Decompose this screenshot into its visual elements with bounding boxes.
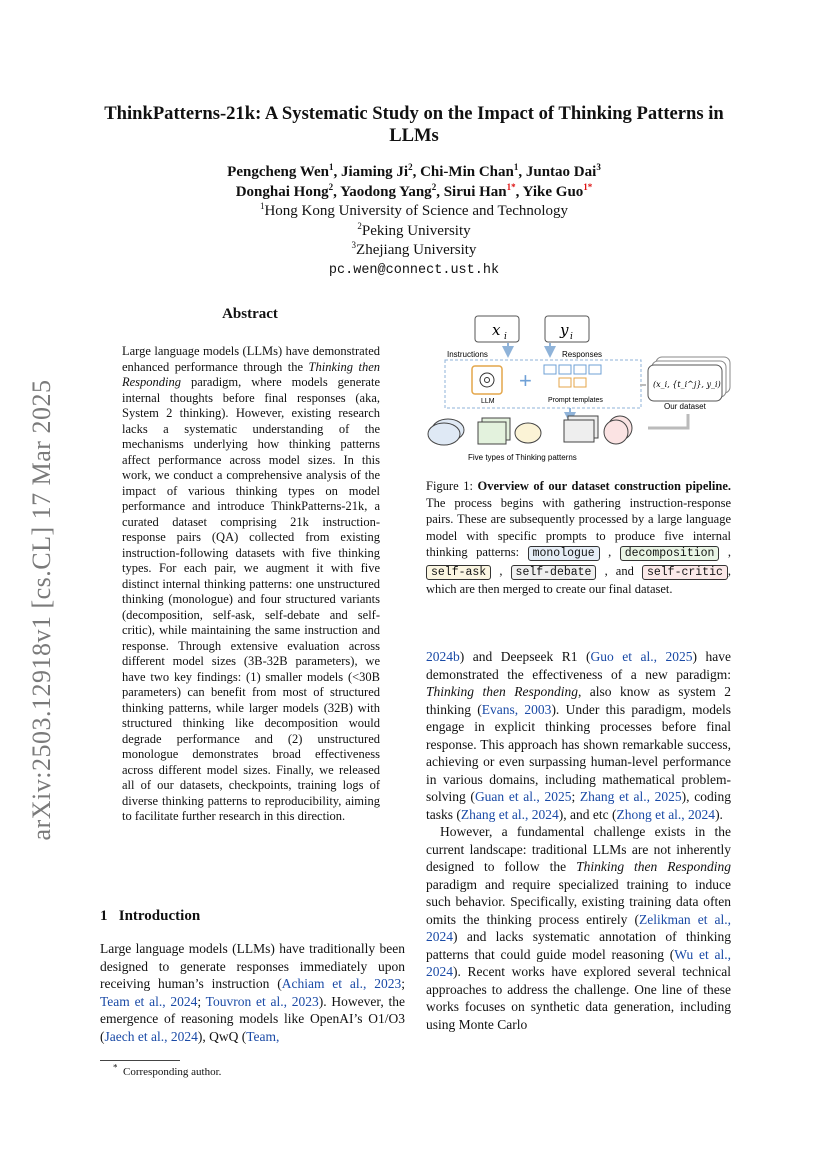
llm-label: LLM — [481, 398, 495, 405]
body-text: ) and lacks systematic annotation of thinking patterns that could guide model reasoning ( — [426, 929, 731, 962]
llm-icon — [472, 366, 502, 394]
caption-text: and — [615, 563, 634, 578]
author-name: Chi-Min Chan — [420, 164, 514, 180]
affil-mark: 3 — [351, 240, 357, 250]
citation-link[interactable]: Zhang et al., 2024 — [460, 806, 559, 822]
affil-mark: 1 — [513, 162, 519, 172]
caption-bold: Overview of our dataset construction pipeline. — [477, 479, 731, 493]
body-paragraph — [426, 823, 731, 1033]
citation-link[interactable]: 2024b — [426, 649, 460, 664]
contact-email[interactable]: pc.wen@connect.ust.hk — [328, 262, 500, 278]
intro-text: ; — [401, 976, 405, 991]
figure-caption: Figure 1: Overview of our dataset construction pipeline. The process begins with gathering instruction-response pairs. These are subsequently processed by a large language model with specific prompts to produce five internal thinking patterns: monologue , decomposition , self-ask , self-debate , and self-critic , which are then merged to create our final dataset. — [426, 479, 732, 596]
affil-mark: 1* — [583, 182, 593, 192]
citation-link[interactable]: Guo et al., 2025 — [590, 649, 693, 664]
affil-mark: 3 — [596, 162, 601, 172]
arxiv-side-label: arXiv:2503.12918v1 [cs.CL] 17 Mar 2025 — [27, 379, 56, 841]
section-heading — [100, 908, 200, 925]
plus-icon: + — [519, 368, 532, 393]
affil-mark: 2 — [328, 182, 334, 192]
author-name: Juntao Dai — [525, 164, 597, 180]
citation-link[interactable]: Guan et al., 2025 — [474, 789, 572, 804]
section-number: 1 — [100, 908, 108, 924]
five-types-label: Five types of Thinking patterns — [468, 453, 577, 462]
x-sub: i — [504, 332, 507, 342]
footnote — [113, 1062, 222, 1078]
affil-mark: 2 — [408, 162, 413, 172]
footnote-mark: * — [113, 1062, 118, 1073]
abstract-text: Large language models (LLMs) have demonstrated enhanced performance through the — [122, 344, 380, 374]
pattern-tag: self-ask — [426, 565, 491, 580]
citation-link[interactable]: Jaech et al., 2024 — [104, 1028, 198, 1044]
pattern-selfask-icon — [515, 423, 541, 443]
body-emphasis: Thinking then Responding — [576, 859, 731, 874]
prompt-templates-label: Prompt templates — [548, 397, 603, 404]
affiliations — [100, 202, 728, 280]
affiliation: Hong Kong University of Science and Technology — [264, 203, 569, 219]
paper-title: ThinkPatterns-21k: A Systematic Study on the Impact of Thinking Patterns in LLMs — [104, 103, 724, 146]
body-text: paradigm and require specialized training to induce such behavior. Specifically, existing training data often omits the thinking process entirely ( — [426, 876, 731, 927]
author-name: Pengcheng Wen — [227, 164, 329, 180]
intro-text: ). However, the emergence of reasoning models like OpenAI’s O1/O3 ( — [100, 993, 405, 1044]
pattern-monologue-icon — [428, 419, 464, 445]
abstract-text: paradigm, where models generate internal thoughts before final responses (aka, System 2 thinking). However, existing research lacks a systematic understanding of the mechanisms underlying how thinking patterns affect performance across model sizes. In this work, we conduct a comprehensive analysis of the impact of various thinking types on model performance and introduce ThinkPatterns-21k, a curated dataset comprising 21k instruction-response pairs (QA) collected from existing instruction-following datasets with five thinking types. For each pair, we augment it with five distinct internal thinking patterns: one unstructured thinking (monologue) and four structured variants (decomposition, self-ask, self-debate and self-critic), while maintaining the same instruction and response. Through extensive evaluation across different model sizes (3B-32B parameters), we have two key findings: (1) smaller models (<30B parameters) can benefit from most of structured thinking patterns, while larger models (32B) with structured thinking like decomposition would degrade performance and (2) unstructured monologue demonstrates broad effectiveness across different model sizes. Finally, we released all of our datasets, checkpoints, training logs of diverse thinking patterns to reproducibility, aiming to facilitate further research in this direction. — [122, 375, 380, 823]
template-icons — [544, 365, 601, 387]
body-text: ), and etc ( — [558, 806, 617, 822]
intro-text: ; — [197, 993, 206, 1009]
citation-link[interactable]: Zhong et al., 2024 — [616, 806, 716, 822]
pipeline-figure — [420, 302, 740, 472]
right-column — [426, 648, 731, 1033]
pattern-decomposition-icon — [478, 418, 510, 444]
body-text: ) have demonstrated the effectiveness of a new paradigm: — [426, 649, 731, 682]
citation-link[interactable]: Zhang et al., 2025 — [579, 789, 682, 804]
caption-text: , which are then merged to create our final dataset. — [426, 563, 732, 596]
body-emphasis: Thinking then Responding — [426, 684, 578, 699]
pattern-tag: monologue — [528, 546, 600, 561]
affil-mark: 1 — [259, 201, 265, 211]
dataset-formula: (x_i, {t_i^j}, y_i) — [653, 380, 721, 389]
body-text: ; — [571, 789, 580, 804]
affil-mark: 1 — [329, 162, 334, 172]
pattern-tag: self-critic — [642, 565, 728, 580]
author-name: Sirui Han — [443, 184, 507, 200]
intro-text: Large language models (LLMs) have traditionally been designed to generate responses immediately upon receiving human’s instruction ( — [100, 941, 405, 991]
author-name: Jiaming Ji — [341, 164, 409, 180]
intro-paragraph — [100, 940, 405, 1045]
author-name: Yike Guo — [522, 184, 584, 200]
footnote-rule — [100, 1060, 180, 1061]
our-dataset-label: Our dataset — [664, 402, 706, 411]
author-name: Yaodong Yang — [340, 184, 432, 200]
body-text: However, a fundamental challenge exists in the current landscape: traditional LLMs are not inherently designed to follow the — [426, 824, 731, 874]
pattern-selfcritic-icon — [604, 416, 632, 444]
citation-link[interactable]: Team et al., 2024 — [100, 993, 198, 1009]
body-text: ). — [715, 806, 723, 822]
abstract-heading: Abstract — [222, 306, 278, 322]
pattern-tag: self-debate — [511, 565, 597, 580]
caption-text: The process begins with gathering instruction-response pairs. These are subsequently processed by a large language model with specific prompts to produce five internal thinking patterns: — [426, 495, 731, 559]
author-list: Pengcheng Wen$^1$, Jiaming Ji$^2$, Chi-Min Chan$^1$, Juntao Dai$^3$ Donghai Hong$^2$, Yaodong Yang$^2$, Sirui Han$^{1*}$, Yike Guo$^{1*}$ — [227, 162, 601, 200]
abstract-body — [122, 344, 380, 825]
body-text: ), coding tasks ( — [426, 789, 731, 822]
x-label: x — [492, 321, 501, 339]
pattern-selfdebate-icon — [564, 416, 598, 442]
citation-link[interactable]: Achiam et al., 2023 — [281, 976, 402, 991]
footnote-text: Corresponding author. — [123, 1066, 222, 1078]
abstract-emphasis: Thinking then Responding — [122, 359, 380, 389]
section-title: Introduction — [118, 908, 201, 924]
responses-label: Responses — [562, 350, 603, 359]
instruction-box — [475, 316, 519, 342]
author-name: Donghai Hong — [235, 184, 329, 200]
affiliation: Peking University — [361, 222, 471, 239]
body-text: ) and Deepseek R1 ( — [459, 649, 591, 664]
citation-link[interactable]: Evans, 2003 — [481, 701, 552, 717]
pattern-tag: decomposition — [620, 546, 720, 561]
citation-link[interactable]: Touvron et al., 2023 — [205, 993, 319, 1009]
body-text: ). Under this paradigm, models engage in explicit thinking processes before final response. This approach has shown remarkable success, achieving or even surpassing human-level performance in various domains, including mathematical problem-solving ( — [426, 701, 732, 804]
y-label: y — [560, 321, 569, 339]
intro-text: ), QwQ ( — [197, 1028, 247, 1044]
dataset-icon — [648, 357, 730, 401]
body-text: , also know as system 2 thinking ( — [426, 684, 731, 717]
affiliation: Zhejiang University — [356, 242, 477, 258]
caption-label: Figure 1: — [426, 479, 478, 493]
body-text: ). Recent works have explored several technical approaches to address the challenge. One line of these works focuses on synthetic data generation, including using Monte Carlo — [426, 964, 731, 1032]
y-sub: i — [570, 332, 573, 342]
citation-link[interactable]: Wu et al., 2024 — [426, 946, 731, 979]
citation-link[interactable]: Zelikman et al., 2024 — [426, 911, 732, 944]
body-paragraph — [426, 648, 731, 823]
response-box — [545, 316, 589, 342]
citation-link[interactable]: Team, — [246, 1028, 280, 1044]
affil-mark: 2 — [357, 220, 362, 231]
instructions-label: Instructions — [447, 350, 488, 359]
affil-mark: 1* — [506, 182, 516, 192]
affil-mark: 2 — [431, 182, 437, 192]
